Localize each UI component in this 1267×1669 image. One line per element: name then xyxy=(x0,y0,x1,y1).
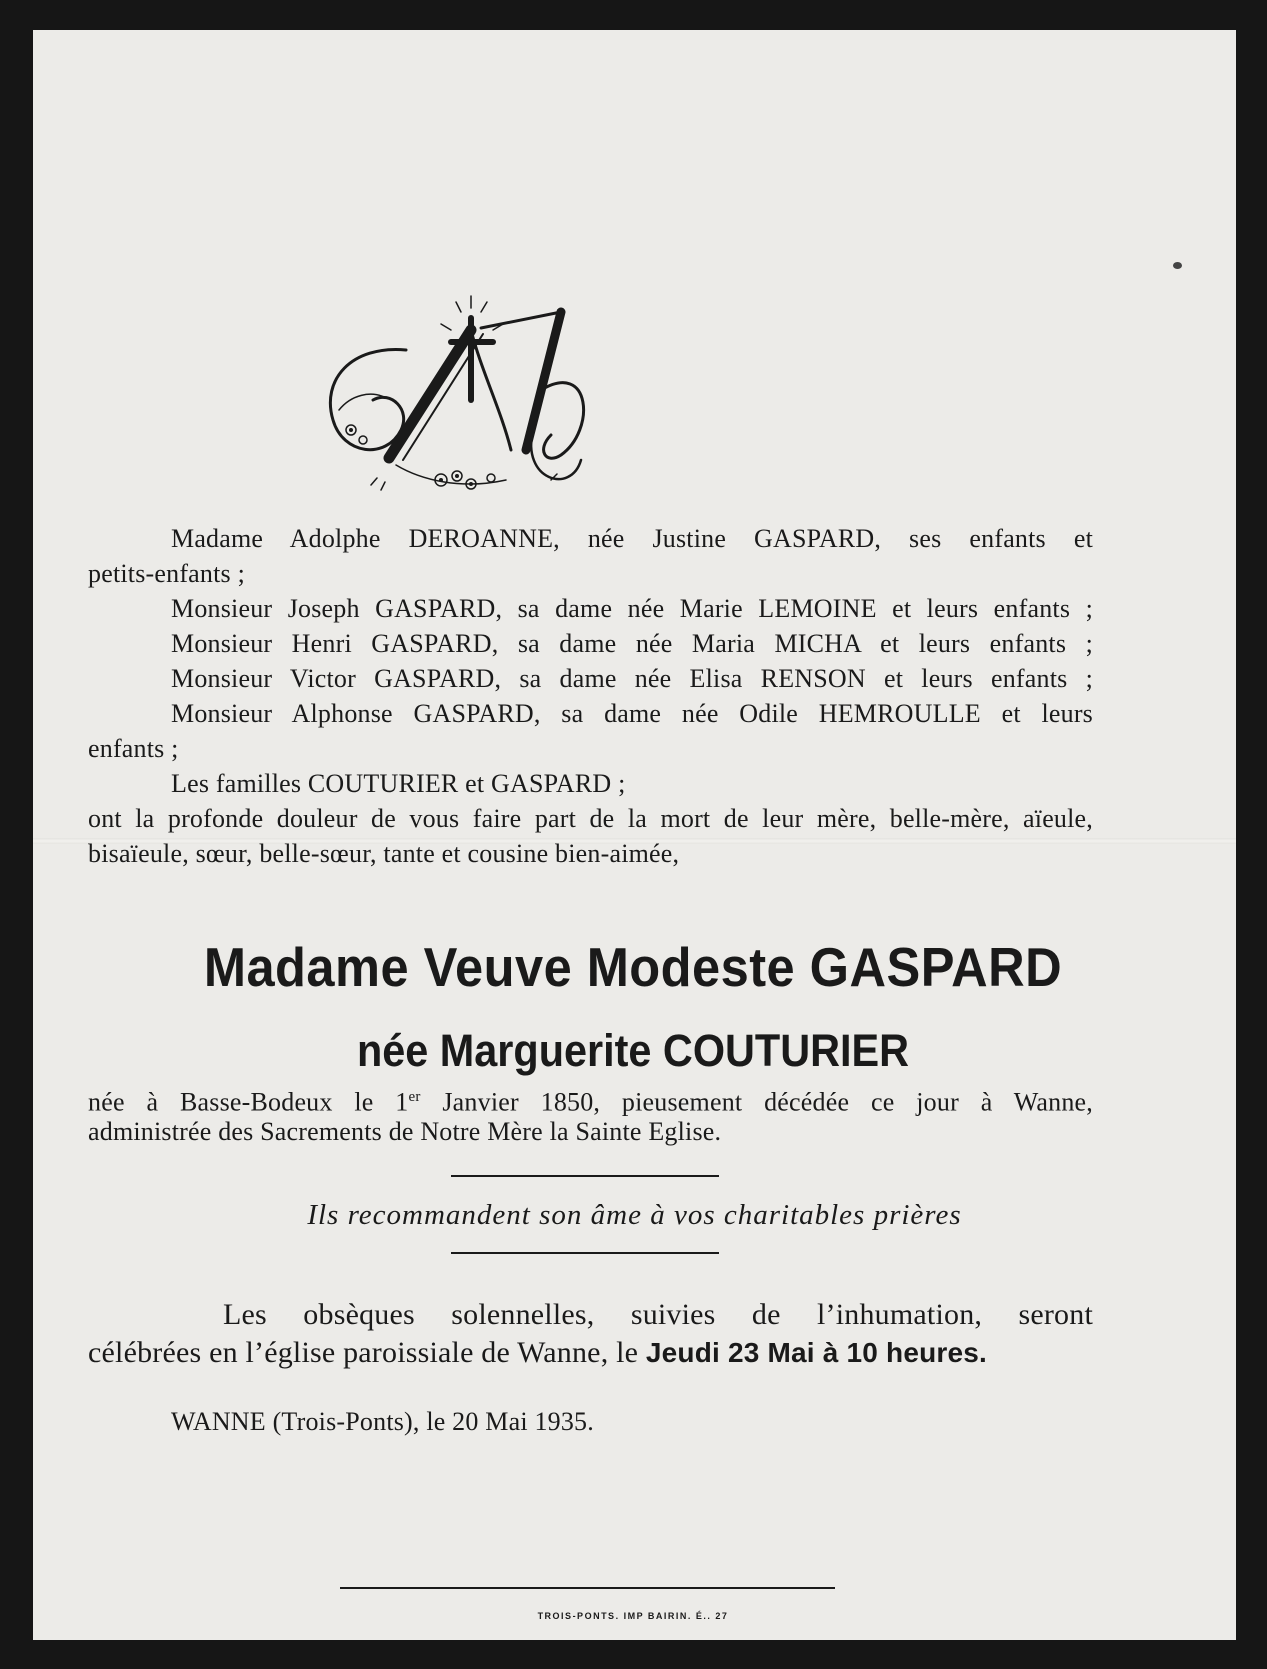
family-line-1-cont: petits-enfants ; xyxy=(88,559,245,588)
funeral-line-2: célébrées en l’église paroissiale de Wanne, le Jeudi 23 Mai à 10 heures. xyxy=(88,1336,988,1369)
footer-rule xyxy=(340,1587,835,1589)
ink-spot xyxy=(1173,262,1182,269)
family-line-1: Madame Adolphe DEROANNE, née Justine GASPARD, ses enfants et xyxy=(171,524,1093,553)
announcement-line-1: ont la profonde douleur de vous faire part de la mort de leur mère, belle-mère, aïeule, xyxy=(88,804,1093,833)
details-line-2: administrée des Sacrements de Notre Mère la Sainte Eglise. xyxy=(88,1117,722,1146)
funeral-line-1: Les obsèques solennelles, suivies de l’inhumation, seront xyxy=(223,1298,1093,1331)
family-line-6: Les familles COUTURIER et GASPARD ; xyxy=(171,769,626,798)
deceased-maiden-name: née Marguerite COUTURIER xyxy=(356,1025,910,1076)
monogram-cross-icon xyxy=(311,290,631,530)
family-line-5-cont: enfants ; xyxy=(88,734,179,763)
deceased-name: Madame Veuve Modeste GASPARD xyxy=(203,936,1063,998)
family-line-2: Monsieur Joseph GASPARD, sa dame née Marie LEMOINE et leurs enfants ; xyxy=(171,594,1093,623)
divider-top xyxy=(451,1175,719,1177)
details-line-1: née à Basse-Bodeux le 1er Janvier 1850, pieusement décédée ce jour à Wanne, xyxy=(88,1087,1093,1117)
family-line-5: Monsieur Alphonse GASPARD, sa dame née Odile HEMROULLE et leurs xyxy=(171,699,1093,728)
divider-bottom xyxy=(451,1252,719,1254)
family-line-3: Monsieur Henri GASPARD, sa dame née Maria MICHA et leurs enfants ; xyxy=(171,629,1093,658)
place-date: WANNE (Trois-Ponts), le 20 Mai 1935. xyxy=(171,1407,594,1436)
mourning-card xyxy=(33,30,1236,1640)
printer-mark: TROIS-PONTS. IMP BAIRIN. É.. 27 xyxy=(537,1611,729,1621)
announcement-line-2: bisaïeule, sœur, belle-sœur, tante et cousine bien-aimée, xyxy=(88,839,680,868)
prayer-line: Ils recommandent son âme à vos charitables prières xyxy=(307,1199,962,1231)
family-line-4: Monsieur Victor GASPARD, sa dame née Elisa RENSON et leurs enfants ; xyxy=(171,664,1093,693)
